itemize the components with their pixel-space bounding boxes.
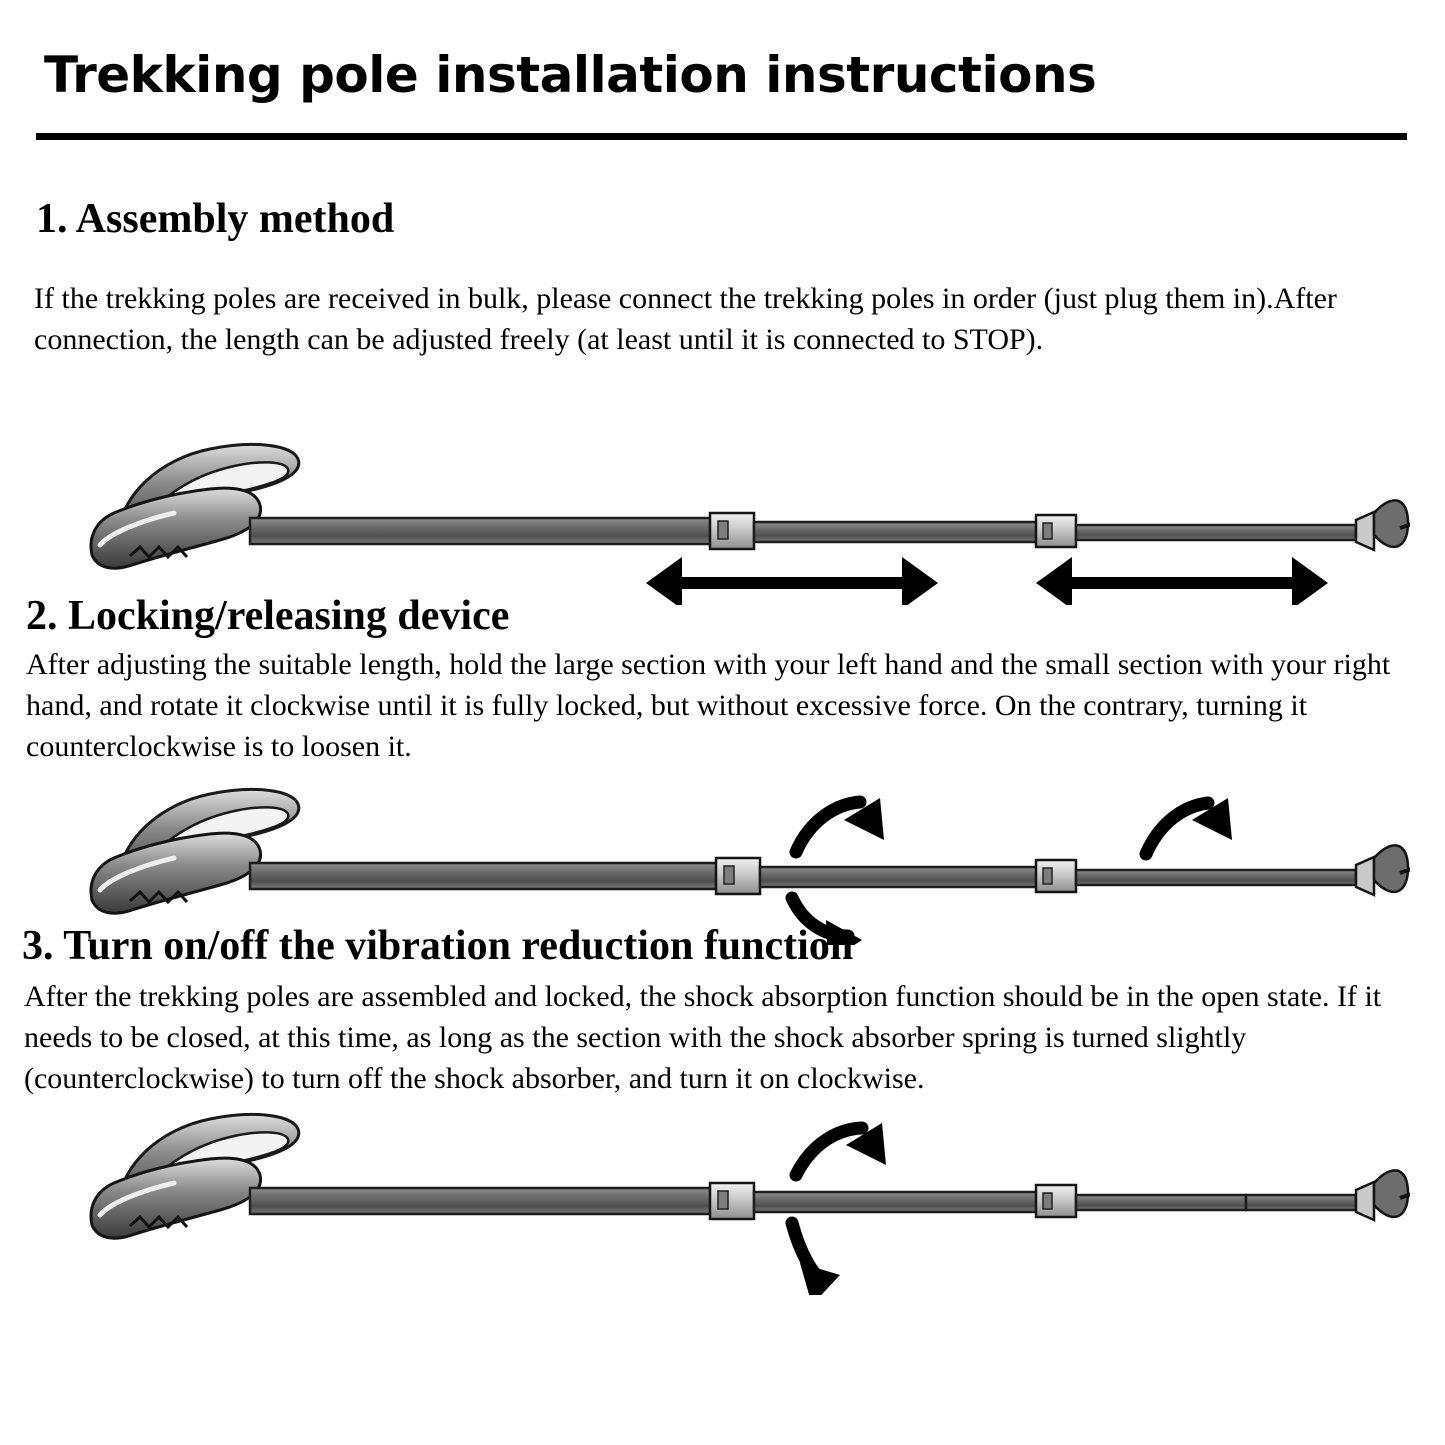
locking-collar-icon — [1036, 1185, 1076, 1217]
double-arrow-left-right-icon — [646, 557, 938, 605]
pole-tip-icon — [1356, 500, 1410, 550]
shock-absorber-section — [1246, 1195, 1356, 1210]
pole-handle-icon — [91, 1158, 261, 1238]
double-arrow-left-right-icon — [1036, 557, 1328, 605]
curved-arrow-up-icon — [1146, 798, 1232, 854]
figure-vibration — [70, 1095, 1410, 1295]
section-body-locking: After adjusting the suitable length, hold the large section with your left hand and the small section with your right hand, and rotate it clockwise until it is fully locked, but without excessive force. On the contrary, turning it counterclockwise is to loosen it. — [26, 648, 1391, 763]
trekking-pole-shock-absorber-diagram — [70, 1095, 1410, 1295]
locking-collar-icon — [1036, 515, 1076, 547]
pole-tip-icon — [1356, 845, 1410, 895]
page-title: Trekking pole installation instructions — [44, 46, 1097, 104]
pole-handle-icon — [91, 833, 261, 913]
section-heading-assembly: 1. Assembly method — [36, 196, 395, 242]
trekking-pole-rotate-lock-diagram — [70, 770, 1410, 945]
section-body-vibration: After the trekking poles are assembled and locked, the shock absorption function should be in the open state. If it needs to be closed, at this time, as long as the section with the shock absorber spring is turned slightly (counterclockwise) to turn off the shock absorber, and turn it on clockwise. — [24, 980, 1382, 1095]
locking-collar-icon — [710, 513, 754, 549]
locking-collar-icon — [1036, 860, 1076, 892]
section-body-assembly: If the trekking poles are received in bulk, please connect the trekking poles in order (just plug them in).After connection, the length can be adjusted freely (at least until it is connected to STOP). — [34, 282, 1337, 356]
section-heading-vibration: 3. Turn on/off the vibration reduction function — [22, 923, 854, 969]
curved-arrow-up-icon — [796, 1123, 886, 1175]
title-divider — [36, 133, 1407, 140]
section-heading-locking: 2. Locking/releasing device — [26, 593, 510, 639]
locking-collar-icon — [710, 1183, 754, 1219]
figure-locking — [70, 770, 1410, 945]
curved-arrow-up-icon — [796, 798, 884, 852]
figure-assembly — [70, 425, 1410, 605]
pole-tip-icon — [1356, 1170, 1410, 1220]
trekking-pole-extend-diagram — [70, 425, 1410, 605]
curved-arrow-down-icon — [792, 1223, 840, 1295]
locking-collar-icon — [716, 858, 760, 894]
pole-handle-icon — [91, 488, 261, 568]
